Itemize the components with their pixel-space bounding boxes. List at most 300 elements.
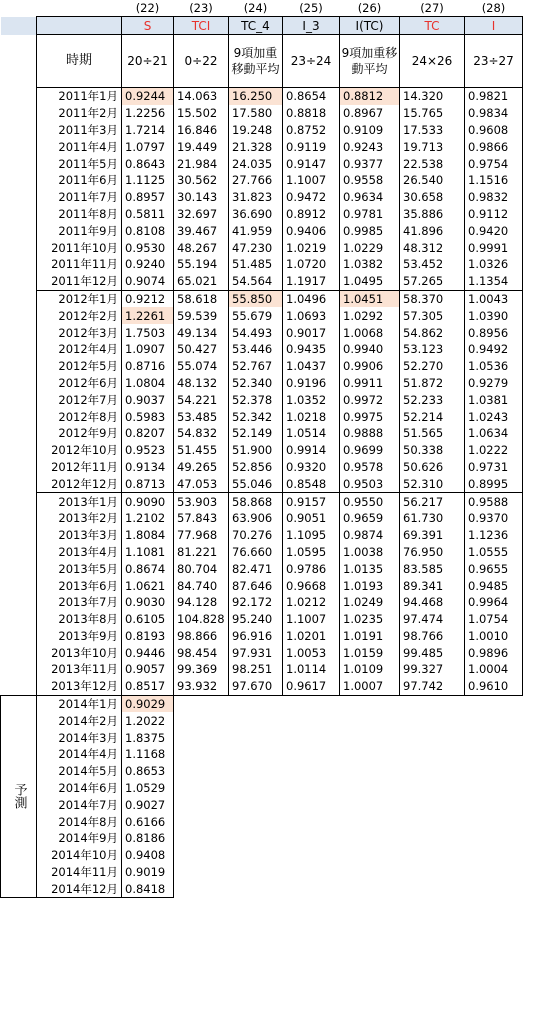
period-cell: 2013年7月: [37, 594, 122, 611]
value-cell: 1.0229: [340, 239, 400, 256]
value-cell: 1.8084: [122, 527, 174, 544]
value-cell: 80.704: [174, 560, 229, 577]
value-cell: 53.452: [400, 256, 465, 273]
value-cell: 0.9074: [122, 273, 174, 290]
period-cell: 2012年8月: [37, 408, 122, 425]
value-cell: 58.370: [400, 290, 465, 307]
forecast-row: [1, 864, 523, 881]
forecast-value-cell: 0.8653: [122, 763, 174, 780]
value-cell: 0.8752: [283, 122, 340, 139]
value-cell: 1.0135: [340, 560, 400, 577]
table-row: [1, 611, 523, 628]
value-cell: 1.0693: [283, 307, 340, 324]
value-cell: 1.0634: [465, 425, 523, 442]
column-desc: 24×26: [400, 35, 465, 88]
period-cell: 2013年8月: [37, 611, 122, 628]
value-cell: 99.485: [400, 644, 465, 661]
value-cell: 1.0043: [465, 290, 523, 307]
value-cell: 97.474: [400, 611, 465, 628]
value-cell: 0.9320: [283, 459, 340, 476]
value-cell: 22.538: [400, 155, 465, 172]
value-cell: 98.866: [174, 628, 229, 645]
value-cell: 0.9906: [340, 358, 400, 375]
value-cell: 0.9244: [122, 88, 174, 105]
value-cell: 84.740: [174, 577, 229, 594]
value-cell: 63.906: [229, 510, 283, 527]
value-cell: 54.832: [174, 425, 229, 442]
forecast-row: [1, 763, 523, 780]
value-cell: 53.123: [400, 341, 465, 358]
value-cell: 49.265: [174, 459, 229, 476]
period-cell: 2013年12月: [37, 678, 122, 695]
value-cell: 0.9550: [340, 493, 400, 510]
value-cell: 0.9530: [122, 239, 174, 256]
value-cell: 50.427: [174, 341, 229, 358]
value-cell: 82.471: [229, 560, 283, 577]
value-cell: 81.221: [174, 544, 229, 561]
value-cell: 0.9492: [465, 341, 523, 358]
value-cell: 15.765: [400, 105, 465, 122]
spacer-cell: [1, 189, 37, 206]
column-number-row: [1, 0, 523, 17]
column-code: I_3: [283, 17, 340, 35]
spacer-cell: [1, 155, 37, 172]
value-cell: 0.9377: [340, 155, 400, 172]
table-row: [1, 408, 523, 425]
value-cell: 0.8818: [283, 105, 340, 122]
period-cell: 2013年6月: [37, 577, 122, 594]
period-cell: 2014年5月: [37, 763, 122, 780]
value-cell: 26.540: [400, 172, 465, 189]
value-cell: 0.9446: [122, 644, 174, 661]
value-cell: 51.872: [400, 375, 465, 392]
value-cell: 83.585: [400, 560, 465, 577]
value-cell: 0.8517: [122, 678, 174, 695]
value-cell: 1.0038: [340, 544, 400, 561]
value-cell: 93.932: [174, 678, 229, 695]
period-cell: 2013年11月: [37, 661, 122, 678]
value-cell: 1.1081: [122, 544, 174, 561]
value-cell: 1.0595: [283, 544, 340, 561]
value-cell: 0.9866: [465, 138, 523, 155]
value-cell: 1.1125: [122, 172, 174, 189]
column-code: I(TC): [340, 17, 400, 35]
value-cell: 0.9578: [340, 459, 400, 476]
table-row: [1, 256, 523, 273]
period-cell: 2012年6月: [37, 375, 122, 392]
column-number: (25): [299, 1, 323, 15]
period-cell: 2013年10月: [37, 644, 122, 661]
value-cell: 30.658: [400, 189, 465, 206]
value-cell: 57.265: [400, 273, 465, 290]
value-cell: 0.8812: [340, 88, 400, 105]
value-cell: 0.8643: [122, 155, 174, 172]
period-cell: 2014年4月: [37, 746, 122, 763]
value-cell: 70.276: [229, 527, 283, 544]
value-cell: 1.0212: [283, 594, 340, 611]
value-cell: 55.850: [229, 290, 283, 307]
spacer-cell: [1, 375, 37, 392]
value-cell: 1.1007: [283, 172, 340, 189]
spacer-cell: [1, 493, 37, 510]
table-row: [1, 172, 523, 189]
table-row: [1, 138, 523, 155]
value-cell: 1.0352: [283, 391, 340, 408]
data-rows: [1, 88, 523, 696]
value-cell: 0.8654: [283, 88, 340, 105]
spacer-cell: [1, 105, 37, 122]
forecast-label-text: 予測: [11, 783, 27, 810]
value-cell: 0.9523: [122, 442, 174, 459]
value-cell: 1.1236: [465, 527, 523, 544]
forecast-label: [1, 695, 37, 898]
value-cell: 14.063: [174, 88, 229, 105]
value-cell: 0.8957: [122, 189, 174, 206]
value-cell: 0.9975: [340, 408, 400, 425]
period-cell: 2011年1月: [37, 88, 122, 105]
column-number: (26): [357, 1, 382, 15]
table-row: [1, 358, 523, 375]
table-row: [1, 189, 523, 206]
period-cell: 2013年5月: [37, 560, 122, 577]
spacer-cell: [1, 678, 37, 695]
value-cell: 76.660: [229, 544, 283, 561]
value-cell: 0.9985: [340, 222, 400, 239]
table-row: [1, 155, 523, 172]
value-cell: 0.9279: [465, 375, 523, 392]
spacer-cell: [1, 425, 37, 442]
value-cell: 0.9503: [340, 475, 400, 492]
value-cell: 0.9037: [122, 391, 174, 408]
value-cell: 95.240: [229, 611, 283, 628]
period-cell: 2013年2月: [37, 510, 122, 527]
value-cell: 1.1095: [283, 527, 340, 544]
value-cell: 50.626: [400, 459, 465, 476]
period-cell: 2012年12月: [37, 475, 122, 492]
forecast-row: [1, 880, 523, 897]
value-cell: 0.9699: [340, 442, 400, 459]
period-cell: 2014年10月: [37, 847, 122, 864]
value-cell: 1.7214: [122, 122, 174, 139]
spacer-cell: [1, 307, 37, 324]
value-cell: 0.9874: [340, 527, 400, 544]
value-cell: 1.0193: [340, 577, 400, 594]
value-cell: 1.2261: [122, 307, 174, 324]
value-cell: 19.248: [229, 122, 283, 139]
period-cell: 2014年3月: [37, 729, 122, 746]
period-cell: 2012年4月: [37, 341, 122, 358]
value-cell: 51.485: [229, 256, 283, 273]
table-row: [1, 475, 523, 492]
period-cell: 2014年6月: [37, 780, 122, 797]
value-cell: 0.8548: [283, 475, 340, 492]
forecast-value-cell: 1.2022: [122, 712, 174, 729]
spacer-cell: [1, 560, 37, 577]
period-cell: 2013年1月: [37, 493, 122, 510]
period-cell: 2013年4月: [37, 544, 122, 561]
value-cell: 1.2102: [122, 510, 174, 527]
value-cell: 16.846: [174, 122, 229, 139]
forecast-value-cell: 0.9029: [122, 695, 174, 712]
column-code: TC_4: [229, 17, 283, 35]
value-cell: 1.0326: [465, 256, 523, 273]
value-cell: 30.143: [174, 189, 229, 206]
value-cell: 1.0004: [465, 661, 523, 678]
value-cell: 0.9558: [340, 172, 400, 189]
value-cell: 21.328: [229, 138, 283, 155]
value-cell: 30.562: [174, 172, 229, 189]
value-cell: 1.0720: [283, 256, 340, 273]
value-cell: 51.455: [174, 442, 229, 459]
value-cell: 1.0218: [283, 408, 340, 425]
value-cell: 1.0249: [340, 594, 400, 611]
value-cell: 50.338: [400, 442, 465, 459]
value-cell: 49.134: [174, 324, 229, 341]
value-cell: 0.5811: [122, 206, 174, 223]
forecast-rows: [1, 695, 523, 898]
spacer-cell: [1, 0, 37, 17]
table-row: [1, 341, 523, 358]
value-cell: 98.766: [400, 628, 465, 645]
table-row: [1, 459, 523, 476]
value-cell: 0.8713: [122, 475, 174, 492]
value-cell: 1.0201: [283, 628, 340, 645]
value-cell: 55.046: [229, 475, 283, 492]
period-cell: 2012年1月: [37, 290, 122, 307]
period-cell: 2011年9月: [37, 222, 122, 239]
period-cell: 2013年3月: [37, 527, 122, 544]
column-number: (24): [243, 1, 268, 15]
value-cell: 1.0235: [340, 611, 400, 628]
value-cell: 1.0292: [340, 307, 400, 324]
value-cell: 52.214: [400, 408, 465, 425]
value-cell: 16.250: [229, 88, 283, 105]
value-cell: 52.342: [229, 408, 283, 425]
table-row: [1, 375, 523, 392]
value-cell: 0.9588: [465, 493, 523, 510]
table-row: [1, 122, 523, 139]
value-cell: 1.0536: [465, 358, 523, 375]
value-cell: 48.312: [400, 239, 465, 256]
spacer-cell: [1, 459, 37, 476]
table-row: [1, 594, 523, 611]
value-cell: 0.9240: [122, 256, 174, 273]
value-cell: 76.950: [400, 544, 465, 561]
value-cell: 1.0797: [122, 138, 174, 155]
column-number: (23): [189, 1, 213, 15]
period-cell: 2011年12月: [37, 273, 122, 290]
header-blank: [37, 17, 122, 35]
value-cell: 1.0010: [465, 628, 523, 645]
spacer-cell: [1, 442, 37, 459]
forecast-row: [1, 780, 523, 797]
value-cell: 0.9617: [283, 678, 340, 695]
value-cell: 0.9196: [283, 375, 340, 392]
value-cell: 52.767: [229, 358, 283, 375]
value-cell: 69.391: [400, 527, 465, 544]
table-row: [1, 273, 523, 290]
value-cell: 0.8207: [122, 425, 174, 442]
table-row: [1, 206, 523, 223]
value-cell: 15.502: [174, 105, 229, 122]
table-row: [1, 527, 523, 544]
value-cell: 1.0621: [122, 577, 174, 594]
period-cell: 2014年8月: [37, 813, 122, 830]
value-cell: 0.9821: [465, 88, 523, 105]
column-desc: 9項加重移動平均: [229, 35, 283, 88]
spacer-cell: [1, 138, 37, 155]
value-cell: 36.690: [229, 206, 283, 223]
value-cell: 53.446: [229, 341, 283, 358]
value-cell: 92.172: [229, 594, 283, 611]
period-cell: 2013年9月: [37, 628, 122, 645]
column-code: I: [465, 17, 523, 35]
spacer-cell: [1, 35, 37, 88]
value-cell: 0.8995: [465, 475, 523, 492]
spacer-cell: [1, 358, 37, 375]
value-cell: 0.8967: [340, 105, 400, 122]
value-cell: 53.485: [174, 408, 229, 425]
forecast-value-cell: 0.9027: [122, 796, 174, 813]
value-cell: 1.0053: [283, 644, 340, 661]
value-cell: 41.896: [400, 222, 465, 239]
column-number: (27): [420, 1, 444, 15]
value-cell: 0.9914: [283, 442, 340, 459]
column-desc-row: [1, 35, 523, 88]
value-cell: 55.679: [229, 307, 283, 324]
value-cell: 17.533: [400, 122, 465, 139]
period-cell: 2011年3月: [37, 122, 122, 139]
value-cell: 1.1354: [465, 273, 523, 290]
period-cell: 2011年5月: [37, 155, 122, 172]
value-cell: 48.267: [174, 239, 229, 256]
value-cell: 94.128: [174, 594, 229, 611]
column-desc: 23÷27: [465, 35, 523, 88]
period-cell: 2011年2月: [37, 105, 122, 122]
value-cell: 0.9610: [465, 678, 523, 695]
value-cell: 14.320: [400, 88, 465, 105]
value-cell: 47.230: [229, 239, 283, 256]
forecast-row: [1, 729, 523, 746]
value-cell: 0.8912: [283, 206, 340, 223]
value-cell: 0.9634: [340, 189, 400, 206]
value-cell: 0.9781: [340, 206, 400, 223]
table-row: [1, 307, 523, 324]
table-row: [1, 560, 523, 577]
spacer-cell: [37, 0, 122, 17]
value-cell: 94.468: [400, 594, 465, 611]
table-row: [1, 324, 523, 341]
spacer-cell: [1, 222, 37, 239]
forecast-row: [1, 712, 523, 729]
spacer-cell: [1, 577, 37, 594]
value-cell: 24.035: [229, 155, 283, 172]
value-cell: 0.9608: [465, 122, 523, 139]
value-cell: 1.0068: [340, 324, 400, 341]
spacer-cell: [1, 628, 37, 645]
value-cell: 0.9972: [340, 391, 400, 408]
value-cell: 97.742: [400, 678, 465, 695]
value-cell: 1.0907: [122, 341, 174, 358]
period-cell: 2014年11月: [37, 864, 122, 881]
period-cell: 2011年4月: [37, 138, 122, 155]
value-cell: 0.9435: [283, 341, 340, 358]
value-cell: 0.9420: [465, 222, 523, 239]
value-cell: 54.862: [400, 324, 465, 341]
table-row: [1, 239, 523, 256]
forecast-value-cell: 1.0529: [122, 780, 174, 797]
value-cell: 0.5983: [122, 408, 174, 425]
period-cell: 2014年1月: [37, 695, 122, 712]
value-cell: 1.0514: [283, 425, 340, 442]
value-cell: 0.9754: [465, 155, 523, 172]
spacer-cell: [1, 172, 37, 189]
value-cell: 0.9834: [465, 105, 523, 122]
value-cell: 35.886: [400, 206, 465, 223]
value-cell: 21.984: [174, 155, 229, 172]
value-cell: 97.931: [229, 644, 283, 661]
value-cell: 0.9212: [122, 290, 174, 307]
table-row: [1, 678, 523, 695]
column-code: TCI: [174, 17, 229, 35]
value-cell: 41.959: [229, 222, 283, 239]
value-cell: 53.903: [174, 493, 229, 510]
value-cell: 1.0496: [283, 290, 340, 307]
forecast-row: [1, 847, 523, 864]
table-row: [1, 391, 523, 408]
value-cell: 0.8716: [122, 358, 174, 375]
spacer-cell: [1, 206, 37, 223]
spacer-cell: [1, 17, 37, 35]
table-row: [1, 290, 523, 307]
forecast-row: [1, 695, 523, 712]
value-cell: 87.646: [229, 577, 283, 594]
value-cell: 0.9655: [465, 560, 523, 577]
spacer-cell: [1, 510, 37, 527]
spacer-cell: [1, 273, 37, 290]
period-cell: 2012年2月: [37, 307, 122, 324]
column-code-row: [1, 17, 523, 35]
value-cell: 0.8193: [122, 628, 174, 645]
value-cell: 1.0114: [283, 661, 340, 678]
value-cell: 58.618: [174, 290, 229, 307]
period-cell: 2011年10月: [37, 239, 122, 256]
period-cell: 2014年9月: [37, 830, 122, 847]
value-cell: 52.270: [400, 358, 465, 375]
value-cell: 27.766: [229, 172, 283, 189]
table-row: [1, 577, 523, 594]
period-cell: 2011年7月: [37, 189, 122, 206]
spacer-cell: [1, 475, 37, 492]
period-cell: 2012年5月: [37, 358, 122, 375]
value-cell: 55.074: [174, 358, 229, 375]
column-desc: 23÷24: [283, 35, 340, 88]
column-desc: 0÷22: [174, 35, 229, 88]
value-cell: 54.564: [229, 273, 283, 290]
forecast-row: [1, 796, 523, 813]
value-cell: 0.9731: [465, 459, 523, 476]
value-cell: 52.378: [229, 391, 283, 408]
value-cell: 0.8956: [465, 324, 523, 341]
value-cell: 0.9668: [283, 577, 340, 594]
spacer-cell: [1, 611, 37, 628]
table-row: [1, 493, 523, 510]
value-cell: 51.565: [400, 425, 465, 442]
spacer-cell: [1, 290, 37, 307]
forecast-value-cell: 0.6166: [122, 813, 174, 830]
value-cell: 0.9134: [122, 459, 174, 476]
value-cell: 104.828: [174, 611, 229, 628]
